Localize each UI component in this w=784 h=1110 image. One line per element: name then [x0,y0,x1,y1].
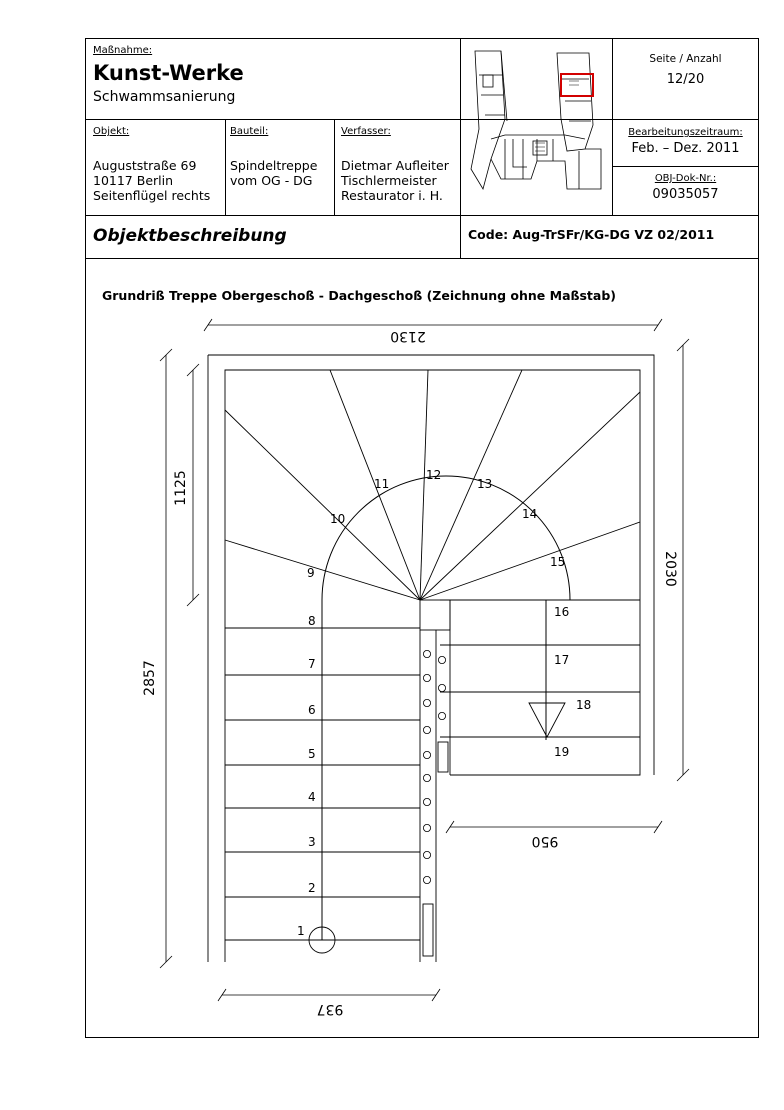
step-number: 3 [308,835,316,849]
direction-arrow [529,703,565,737]
section-title: Objektbeschreibung [93,226,287,246]
step-number: 2 [308,881,316,895]
bauteil-line: Spindeltreppe [230,158,318,173]
step-number: 8 [308,614,316,628]
spindle-bolts [423,650,445,883]
step-number: 7 [308,657,316,671]
document-code: Code: Aug-TrSFr/KG-DG VZ 02/2011 [468,227,715,242]
verfasser-label: Verfasser: [341,126,391,137]
massnahme-label: Maßnahme: [93,45,153,56]
walking-line [322,476,570,940]
step-number: 9 [307,566,315,580]
step-number: 16 [554,605,570,619]
dim-left-upper: 1125 [173,470,189,506]
right-flight-treads [440,600,640,737]
zeitraum-value: Feb. – Dez. 2011 [631,141,740,156]
step-number: 10 [330,512,346,526]
step-number: 15 [550,555,566,569]
step-number: 13 [477,477,493,491]
step-number: 5 [308,747,316,761]
dim-left-total: 2857 [142,660,158,696]
dim-bottom-width: 937 [316,1001,344,1017]
step-number: 14 [522,507,538,521]
step-number: 4 [308,790,316,804]
objekt-line: 10117 Berlin [93,173,174,188]
verfasser-line: Dietmar Aufleiter [341,158,449,173]
zeitraum-label: Bearbeitungszeitraum: [628,127,743,138]
project-title: Kunst-Werke [93,61,244,85]
step-number: 17 [554,653,570,667]
seite-value: 12/20 [666,72,705,87]
drawing-title: Grundriß Treppe Obergeschoß - Dachgeschoß (Zeichnung ohne Maßstab) [102,288,617,303]
winder-lines [225,370,640,600]
step-number: 1 [297,924,305,938]
step-number: 18 [576,698,592,712]
objekt-label: Objekt: [93,126,130,137]
newel-post [420,600,450,630]
outer-wall [208,355,654,775]
inner-wall [225,370,640,962]
step-number: 11 [374,477,390,491]
objekt-line: Seitenflügel rechts [93,188,211,203]
bauteil-line: vom OG - DG [230,173,313,188]
dok-value: 09035057 [652,187,719,202]
verfasser-line: Restaurator i. H. [341,188,443,203]
project-subtitle: Schwammsanierung [93,89,236,105]
dim-top-width: 2130 [390,328,426,344]
spindle-block [423,904,433,956]
bauteil-label: Bauteil: [230,126,269,137]
dim-right-height: 2030 [662,551,678,587]
step-number: 12 [426,468,442,482]
verfasser-line: Tischlermeister [341,173,437,188]
step-number: 19 [554,745,570,759]
seite-label: Seite / Anzahl [649,53,722,65]
step-number: 6 [308,703,316,717]
objekt-line: Auguststraße 69 [93,158,197,173]
dim-right-bottom: 950 [531,833,559,849]
spindle-block [438,742,448,772]
dok-label: OBJ-Dok-Nr.: [654,173,717,184]
